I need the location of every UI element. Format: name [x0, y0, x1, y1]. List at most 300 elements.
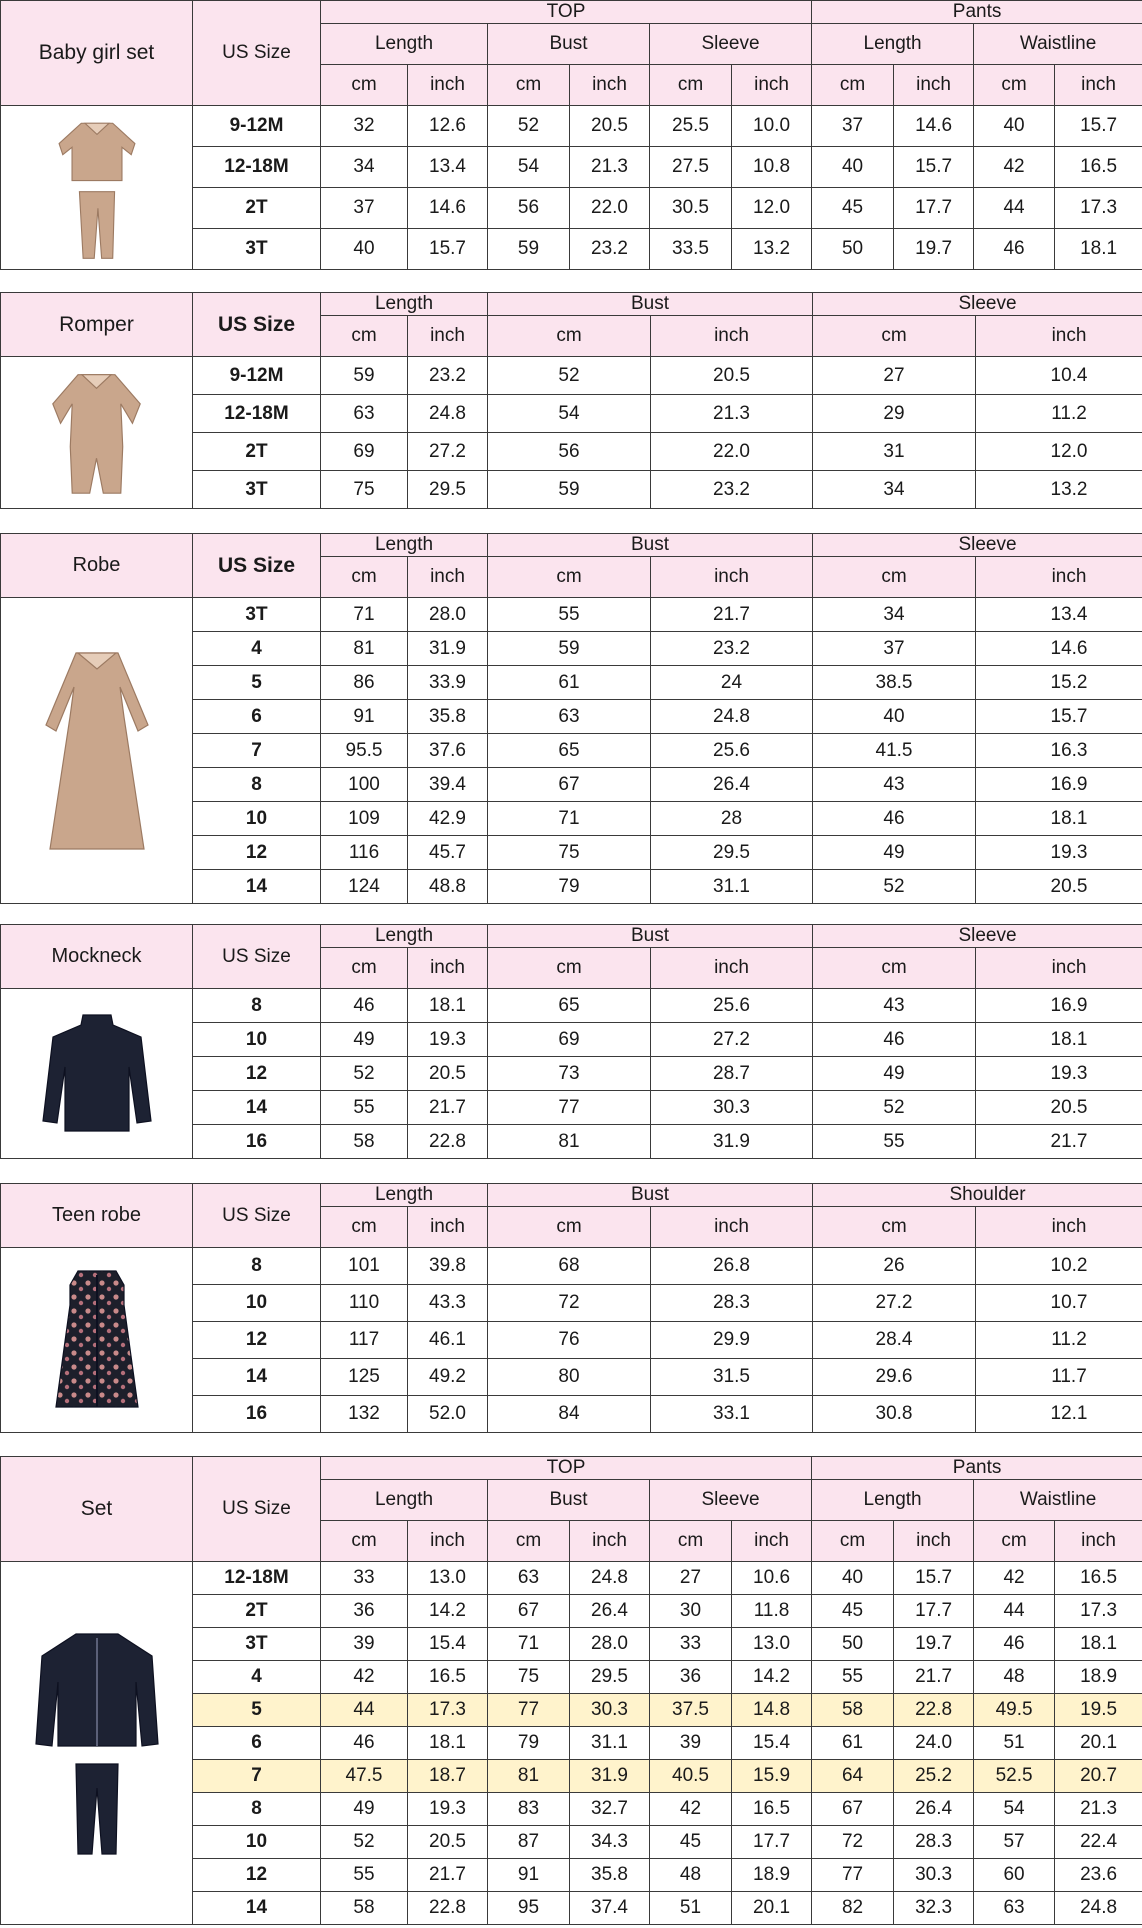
header-row [1, 534, 1142, 557]
measurement-value: 72 [488, 1285, 651, 1322]
measurement-value: 50 [812, 1628, 894, 1661]
measurement-value: 18.1 [1055, 229, 1142, 270]
measurement-value: 46 [321, 989, 408, 1023]
measurement-value: 69 [321, 433, 408, 471]
measure-header: Sleeve [813, 925, 1142, 948]
measurement-value: 22.8 [408, 1892, 488, 1925]
measurement-value: 20.5 [408, 1057, 488, 1091]
measurement-value: 45 [812, 188, 894, 229]
robe-section [0, 533, 1142, 904]
size-label: 8 [193, 1793, 321, 1826]
unit-header: inch [1055, 1521, 1142, 1562]
measurement-value: 38.5 [813, 666, 976, 700]
measurement-value: 15.9 [732, 1760, 812, 1793]
measurement-value: 77 [488, 1091, 651, 1125]
measurement-value: 22.0 [570, 188, 650, 229]
jacket-set-garment-icon [32, 1628, 162, 1858]
size-label: 8 [193, 1248, 321, 1285]
mockneck-size-table [0, 924, 1142, 1159]
measure-header: Shoulder [813, 1184, 1142, 1207]
measurement-value: 27.2 [408, 433, 488, 471]
unit-header: inch [732, 65, 812, 106]
measurement-value: 13.2 [732, 229, 812, 270]
measurement-value: 52 [321, 1826, 408, 1859]
product-image [1, 1562, 193, 1925]
measurement-value: 20.1 [732, 1892, 812, 1925]
measurement-value: 79 [488, 870, 651, 904]
measurement-value: 60 [974, 1859, 1055, 1892]
unit-header: cm [650, 65, 732, 106]
measurement-value: 46 [321, 1727, 408, 1760]
measurement-value: 32.7 [570, 1793, 650, 1826]
measurement-value: 57 [974, 1826, 1055, 1859]
measure-header: Length [812, 1480, 974, 1521]
measurement-value: 44 [321, 1694, 408, 1727]
measurement-value: 79 [488, 1727, 570, 1760]
measurement-value: 46.1 [408, 1322, 488, 1359]
measurement-value: 75 [488, 836, 651, 870]
measurement-value: 71 [488, 802, 651, 836]
measurement-value: 49.5 [974, 1694, 1055, 1727]
measurement-value: 59 [488, 632, 651, 666]
romper-size-table [0, 292, 1142, 509]
measurement-value: 14.8 [732, 1694, 812, 1727]
measurement-value: 34 [813, 471, 976, 509]
measurement-value: 67 [488, 768, 651, 802]
unit-header: cm [974, 65, 1055, 106]
unit-header: cm [321, 1207, 408, 1248]
measurement-value: 40 [321, 229, 408, 270]
measurement-value: 54 [488, 147, 570, 188]
measurement-value: 81 [488, 1125, 651, 1159]
measurement-value: 19.3 [976, 1057, 1142, 1091]
unit-header: cm [488, 948, 651, 989]
measure-header: Bust [488, 925, 813, 948]
size-label: 8 [193, 989, 321, 1023]
measurement-value: 30.3 [651, 1091, 813, 1125]
measurement-value: 116 [321, 836, 408, 870]
measurement-value: 15.2 [976, 666, 1142, 700]
measurement-value: 43 [813, 768, 976, 802]
measurement-value: 18.9 [732, 1859, 812, 1892]
size-label: 4 [193, 632, 321, 666]
size-label: 6 [193, 1727, 321, 1760]
measurement-value: 95 [488, 1892, 570, 1925]
measurement-value: 47.5 [321, 1760, 408, 1793]
measurement-value: 48 [974, 1661, 1055, 1694]
measurement-value: 21.7 [651, 598, 813, 632]
measurement-value: 46 [974, 229, 1055, 270]
unit-header: inch [408, 948, 488, 989]
unit-header: inch [651, 948, 813, 989]
measurement-value: 84 [488, 1396, 651, 1433]
group-header-pants: Pants [812, 1, 1142, 24]
measurement-value: 22.8 [894, 1694, 974, 1727]
measurement-value: 16.9 [976, 989, 1142, 1023]
measurement-value: 27.2 [651, 1023, 813, 1057]
unit-header: cm [650, 1521, 732, 1562]
robe-size-table [0, 533, 1142, 904]
measurement-value: 46 [813, 802, 976, 836]
measurement-value: 29.6 [813, 1359, 976, 1396]
unit-header: inch [651, 557, 813, 598]
measurement-value: 28 [651, 802, 813, 836]
measurement-value: 52.0 [408, 1396, 488, 1433]
measurement-value: 30.3 [894, 1859, 974, 1892]
measurement-value: 33.9 [408, 666, 488, 700]
product-name: Mockneck [1, 925, 193, 989]
size-label: 3T [193, 1628, 321, 1661]
measurement-value: 45 [650, 1826, 732, 1859]
measurement-value: 20.5 [976, 870, 1142, 904]
us-size-header: US Size [193, 293, 321, 357]
measurement-value: 42 [321, 1661, 408, 1694]
unit-header: inch [570, 65, 650, 106]
measurement-value: 37 [321, 188, 408, 229]
measurement-value: 59 [321, 357, 408, 395]
size-label: 9-12M [193, 106, 321, 147]
size-label: 7 [193, 734, 321, 768]
measurement-value: 83 [488, 1793, 570, 1826]
measurement-value: 16.9 [976, 768, 1142, 802]
size-label: 10 [193, 1285, 321, 1322]
measurement-value: 13.0 [408, 1562, 488, 1595]
measure-header: Bust [488, 293, 813, 316]
measurement-value: 109 [321, 802, 408, 836]
measurement-value: 16.5 [1055, 147, 1142, 188]
unit-header: inch [732, 1521, 812, 1562]
measurement-value: 31.1 [651, 870, 813, 904]
measurement-value: 28.0 [570, 1628, 650, 1661]
measurement-value: 45 [812, 1595, 894, 1628]
measurement-value: 27 [813, 357, 976, 395]
unit-header: inch [408, 557, 488, 598]
size-label: 12 [193, 836, 321, 870]
size-label: 4 [193, 1661, 321, 1694]
measurement-value: 10.6 [732, 1562, 812, 1595]
size-label: 12 [193, 1057, 321, 1091]
measurement-value: 31.9 [408, 632, 488, 666]
size-label: 14 [193, 870, 321, 904]
product-image [1, 598, 193, 904]
measurement-value: 28.0 [408, 598, 488, 632]
measurement-value: 33 [321, 1562, 408, 1595]
measurement-value: 27.5 [650, 147, 732, 188]
measurement-value: 75 [488, 1661, 570, 1694]
measurement-value: 49 [813, 836, 976, 870]
measurement-value: 71 [488, 1628, 570, 1661]
measurement-value: 30.5 [650, 188, 732, 229]
measurement-value: 11.7 [976, 1359, 1142, 1396]
size-label: 10 [193, 1826, 321, 1859]
measurement-value: 13.2 [976, 471, 1142, 509]
measurement-value: 15.7 [894, 1562, 974, 1595]
measure-header: Waistline [974, 1480, 1142, 1521]
table-row [1, 1562, 1142, 1595]
header-row [1, 925, 1142, 948]
measurement-value: 39 [321, 1628, 408, 1661]
measurement-value: 82 [812, 1892, 894, 1925]
measurement-value: 26 [813, 1248, 976, 1285]
measurement-value: 21.7 [408, 1859, 488, 1892]
measurement-value: 37.6 [408, 734, 488, 768]
measurement-value: 56 [488, 188, 570, 229]
unit-header: cm [488, 65, 570, 106]
measurement-value: 13.4 [408, 147, 488, 188]
size-label: 8 [193, 768, 321, 802]
measurement-value: 31 [813, 433, 976, 471]
measurement-value: 36 [650, 1661, 732, 1694]
measurement-value: 63 [974, 1892, 1055, 1925]
size-label: 3T [193, 598, 321, 632]
measurement-value: 91 [321, 700, 408, 734]
us-size-header: US Size [193, 1184, 321, 1248]
size-label: 14 [193, 1359, 321, 1396]
teen-robe-size-table [0, 1183, 1142, 1433]
size-label: 14 [193, 1091, 321, 1125]
measurement-value: 81 [321, 632, 408, 666]
measurement-value: 67 [812, 1793, 894, 1826]
measurement-value: 22.0 [651, 433, 813, 471]
measurement-value: 23.6 [1055, 1859, 1142, 1892]
measurement-value: 42.9 [408, 802, 488, 836]
unit-header: inch [976, 557, 1142, 598]
size-label: 14 [193, 1892, 321, 1925]
teen-robe-garment-icon [42, 1265, 152, 1415]
unit-header: inch [976, 948, 1142, 989]
measurement-value: 31.1 [570, 1727, 650, 1760]
measurement-value: 10.0 [732, 106, 812, 147]
measurement-value: 15.7 [1055, 106, 1142, 147]
measurement-value: 29.5 [408, 471, 488, 509]
unit-header: inch [408, 1207, 488, 1248]
unit-header: cm [813, 1207, 976, 1248]
size-label: 12-18M [193, 395, 321, 433]
measurement-value: 28.3 [894, 1826, 974, 1859]
measurement-value: 28.4 [813, 1322, 976, 1359]
unit-header: cm [813, 557, 976, 598]
measurement-value: 19.7 [894, 1628, 974, 1661]
unit-header: cm [812, 1521, 894, 1562]
measurement-value: 43 [813, 989, 976, 1023]
product-name: Robe [1, 534, 193, 598]
size-label: 2T [193, 1595, 321, 1628]
measurement-value: 24 [651, 666, 813, 700]
measurement-value: 19.3 [408, 1023, 488, 1057]
product-image [1, 1248, 193, 1433]
measurement-value: 24.0 [894, 1727, 974, 1760]
measurement-value: 30 [650, 1595, 732, 1628]
measurement-value: 55 [321, 1859, 408, 1892]
measurement-value: 14.6 [894, 106, 974, 147]
unit-header: inch [976, 316, 1142, 357]
product-name: Baby girl set [1, 1, 193, 106]
measurement-value: 37.5 [650, 1694, 732, 1727]
table-row [1, 357, 1142, 395]
measurement-value: 14.6 [976, 632, 1142, 666]
unit-header: cm [812, 65, 894, 106]
unit-header: cm [321, 557, 408, 598]
measurement-value: 44 [974, 1595, 1055, 1628]
measure-header: Length [812, 24, 974, 65]
measurement-value: 28.3 [651, 1285, 813, 1322]
measurement-value: 20.5 [976, 1091, 1142, 1125]
measurement-value: 63 [488, 1562, 570, 1595]
measurement-value: 14.2 [732, 1661, 812, 1694]
size-label: 3T [193, 471, 321, 509]
measure-header: Sleeve [813, 534, 1142, 557]
measurement-value: 28.7 [651, 1057, 813, 1091]
header-row [1, 1, 1142, 24]
measurement-value: 52.5 [974, 1760, 1055, 1793]
table-row [1, 1248, 1142, 1285]
measurement-value: 27.2 [813, 1285, 976, 1322]
measurement-value: 65 [488, 989, 651, 1023]
unit-header: cm [488, 316, 651, 357]
measurement-value: 95.5 [321, 734, 408, 768]
measurement-value: 65 [488, 734, 651, 768]
us-size-header: US Size [193, 1, 321, 106]
set-size-table [0, 1456, 1142, 1925]
measurement-value: 33.5 [650, 229, 732, 270]
size-label: 12 [193, 1322, 321, 1359]
measurement-value: 87 [488, 1826, 570, 1859]
measurement-value: 16.5 [732, 1793, 812, 1826]
measure-header: Length [321, 534, 488, 557]
measurement-value: 41.5 [813, 734, 976, 768]
measurement-value: 51 [974, 1727, 1055, 1760]
unit-header: inch [1055, 65, 1142, 106]
header-row [1, 293, 1142, 316]
measurement-value: 33 [650, 1628, 732, 1661]
mockneck-section [0, 924, 1142, 1159]
size-label: 12-18M [193, 1562, 321, 1595]
measurement-value: 23.2 [408, 357, 488, 395]
size-label: 9-12M [193, 357, 321, 395]
measurement-value: 29 [813, 395, 976, 433]
measurement-value: 39.4 [408, 768, 488, 802]
measurement-value: 11.2 [976, 395, 1142, 433]
measurement-value: 18.1 [976, 1023, 1142, 1057]
measurement-value: 40 [812, 147, 894, 188]
measurement-value: 27 [650, 1562, 732, 1595]
measurement-value: 12.0 [732, 188, 812, 229]
measurement-value: 33.1 [651, 1396, 813, 1433]
measurement-value: 19.7 [894, 229, 974, 270]
measurement-value: 20.5 [408, 1826, 488, 1859]
group-header-pants: Pants [812, 1457, 1142, 1480]
measurement-value: 77 [812, 1859, 894, 1892]
measurement-value: 17.3 [408, 1694, 488, 1727]
measurement-value: 86 [321, 666, 408, 700]
header-row [1, 1184, 1142, 1207]
measurement-value: 117 [321, 1322, 408, 1359]
measurement-value: 25.5 [650, 106, 732, 147]
measurement-value: 63 [321, 395, 408, 433]
measure-header: Length [321, 293, 488, 316]
unit-header: cm [974, 1521, 1055, 1562]
measurement-value: 37.4 [570, 1892, 650, 1925]
measurement-value: 73 [488, 1057, 651, 1091]
measurement-value: 46 [813, 1023, 976, 1057]
measure-header: Length [321, 24, 488, 65]
measurement-value: 20.5 [651, 357, 813, 395]
measurement-value: 26.4 [651, 768, 813, 802]
measurement-value: 80 [488, 1359, 651, 1396]
measurement-value: 64 [812, 1760, 894, 1793]
size-label: 5 [193, 666, 321, 700]
product-name: Teen robe [1, 1184, 193, 1248]
measurement-value: 20.1 [1055, 1727, 1142, 1760]
measurement-value: 39 [650, 1727, 732, 1760]
measure-header: Bust [488, 534, 813, 557]
us-size-header: US Size [193, 925, 321, 989]
unit-header: cm [488, 1207, 651, 1248]
table-row [1, 598, 1142, 632]
measurement-value: 19.5 [1055, 1694, 1142, 1727]
unit-header: cm [488, 557, 651, 598]
measurement-value: 63 [488, 700, 651, 734]
group-header-top: TOP [321, 1, 812, 24]
measurement-value: 24.8 [1055, 1892, 1142, 1925]
measurement-value: 76 [488, 1322, 651, 1359]
measurement-value: 52 [488, 357, 651, 395]
measurement-value: 11.8 [732, 1595, 812, 1628]
measurement-value: 132 [321, 1396, 408, 1433]
measurement-value: 42 [974, 147, 1055, 188]
set-section [0, 1456, 1142, 1925]
measurement-value: 31.9 [651, 1125, 813, 1159]
measurement-value: 21.3 [1055, 1793, 1142, 1826]
measurement-value: 26.4 [894, 1793, 974, 1826]
measurement-value: 101 [321, 1248, 408, 1285]
measurement-value: 40 [812, 1562, 894, 1595]
table-row [1, 106, 1142, 147]
measurement-value: 16.3 [976, 734, 1142, 768]
measurement-value: 69 [488, 1023, 651, 1057]
baby-girl-set-section [0, 0, 1142, 270]
unit-header: cm [321, 948, 408, 989]
romper-garment-icon [43, 365, 150, 501]
unit-header: inch [408, 65, 488, 106]
size-label: 16 [193, 1396, 321, 1433]
unit-header: cm [488, 1521, 570, 1562]
unit-header: inch [570, 1521, 650, 1562]
measurement-value: 18.9 [1055, 1661, 1142, 1694]
measurement-value: 44 [974, 188, 1055, 229]
measurement-value: 59 [488, 229, 570, 270]
measurement-value: 40.5 [650, 1760, 732, 1793]
measurement-value: 58 [321, 1125, 408, 1159]
measurement-value: 48 [650, 1859, 732, 1892]
us-size-header: US Size [193, 534, 321, 598]
measurement-value: 29.9 [651, 1322, 813, 1359]
size-label: 10 [193, 802, 321, 836]
measurement-value: 43.3 [408, 1285, 488, 1322]
measurement-value: 52 [488, 106, 570, 147]
measurement-value: 71 [321, 598, 408, 632]
measurement-value: 10.2 [976, 1248, 1142, 1285]
measurement-value: 49 [321, 1793, 408, 1826]
measurement-value: 15.7 [408, 229, 488, 270]
product-image [1, 989, 193, 1159]
size-label: 6 [193, 700, 321, 734]
robe-garment-icon [32, 641, 162, 861]
measure-header: Bust [488, 1480, 650, 1521]
measurement-value: 54 [974, 1793, 1055, 1826]
measurement-value: 32.3 [894, 1892, 974, 1925]
measurement-value: 19.3 [408, 1793, 488, 1826]
